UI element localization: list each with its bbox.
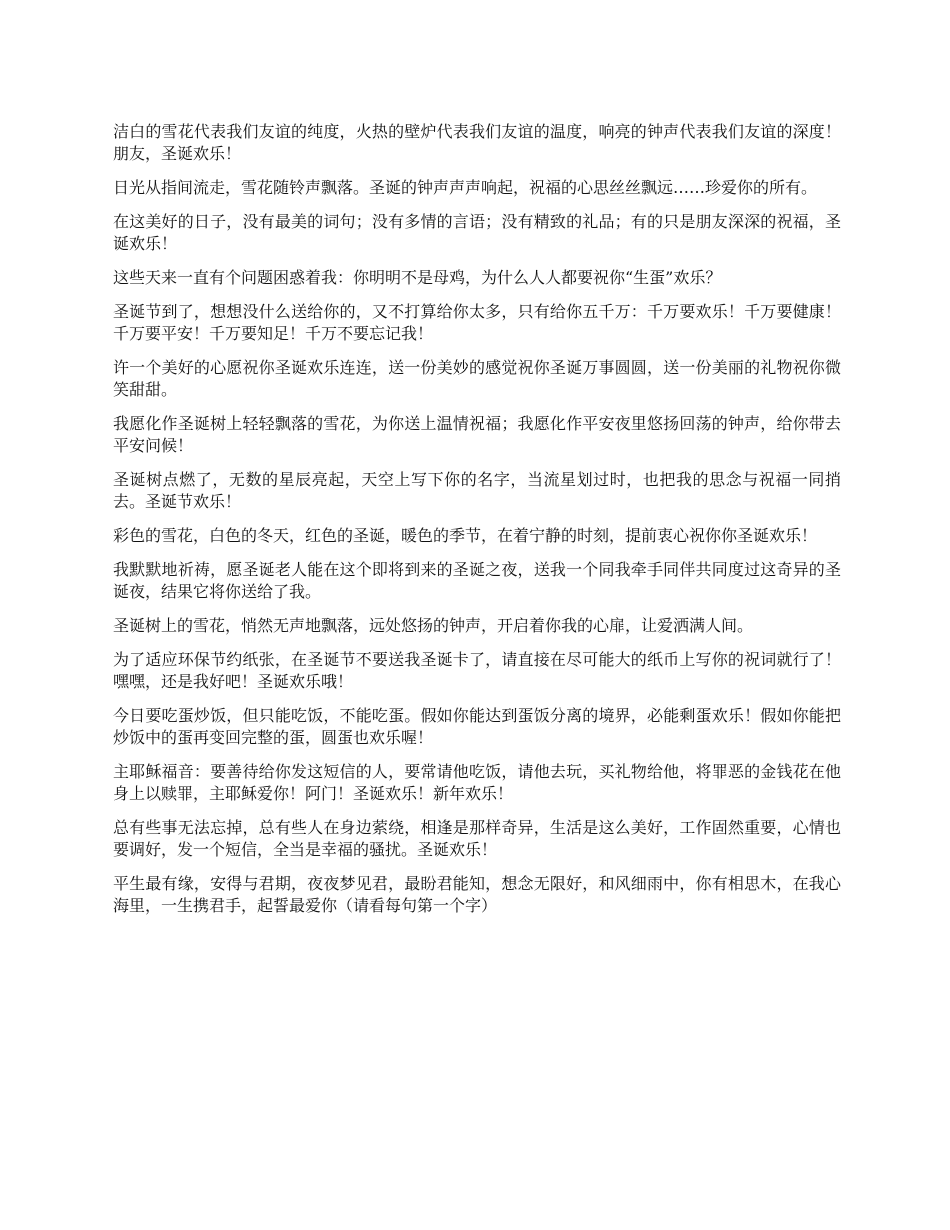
paragraph-14: 主耶稣福音：要善待给你发这短信的人，要常请他吃饭，请他去玩，买礼物给他，将罪恶的金钱花在他身上以赎罪，主耶稣爱你！阿门！圣诞欢乐！新年欢乐！ — [113, 762, 841, 803]
paragraph-2: 日光从指间流走，雪花随铃声飘落。圣诞的钟声声声响起，祝福的心思丝丝飘远……珍爱你的所有。 — [113, 178, 818, 197]
paragraph-5: 圣诞节到了，想想没什么送给你的，又不打算给你太多，只有给你五千万：千万要欢乐！千万要健康！千万要平安！千万要知足！千万不要忘记我！ — [113, 302, 841, 343]
paragraph-8: 圣诞树点燃了，无数的星辰亮起，天空上写下你的名字，当流星划过时，也把我的思念与祝福一同捎去。圣诞节欢乐！ — [113, 470, 841, 511]
document-body — [113, 121, 841, 929]
paragraph-6: 许一个美好的心愿祝你圣诞欢乐连连，送一份美妙的感觉祝你圣诞万事圆圆，送一份美丽的礼物祝你微笑甜甜。 — [113, 358, 841, 399]
paragraph-13: 今日要吃蛋炒饭，但只能吃饭，不能吃蛋。假如你能达到蛋饭分离的境界，必能剩蛋欢乐！假如你能把炒饭中的蛋再变回完整的蛋，圆蛋也欢乐喔！ — [113, 706, 841, 747]
paragraph-1: 洁白的雪花代表我们友谊的纯度，火热的壁炉代表我们友谊的温度，响亮的钟声代表我们友谊的深度！朋友，圣诞欢乐！ — [113, 122, 841, 163]
paragraph-11: 圣诞树上的雪花，悄然无声地飘落，远处悠扬的钟声，开启着你我的心扉，让爱洒满人间。 — [113, 616, 754, 635]
paragraph-3: 在这美好的日子，没有最美的词句；没有多情的言语；没有精致的礼品；有的只是朋友深深的祝福，圣诞欢乐！ — [113, 212, 841, 253]
paragraph-15: 总有些事无法忘掉，总有些人在身边萦绕，相逢是那样奇异，生活是这么美好，工作固然重要，心情也要调好，发一个短信，全当是幸福的骚扰。圣诞欢乐！ — [113, 818, 841, 859]
paragraph-9: 彩色的雪花，白色的冬天，红色的圣诞，暖色的季节，在着宁静的时刻，提前衷心祝你你圣诞欢乐！ — [113, 526, 818, 545]
paragraph-16: 平生最有缘，安得与君期，夜夜梦见君，最盼君能知，想念无限好，和风细雨中，你有相思木，在我心海里，一生携君手，起誓最爱你（请看每句第一个字） — [113, 874, 841, 915]
paragraph-10: 我默默地祈祷，愿圣诞老人能在这个即将到来的圣诞之夜，送我一个同我牵手同伴共同度过这奇异的圣诞夜，结果它将你送给了我。 — [113, 560, 841, 601]
paragraph-7: 我愿化作圣诞树上轻轻飘落的雪花，为你送上温情祝福；我愿化作平安夜里悠扬回荡的钟声，给你带去平安问候！ — [113, 414, 841, 455]
paragraph-4: 这些天来一直有个问题困惑着我：你明明不是母鸡，为什么人人都要祝你“生蛋”欢乐？ — [113, 268, 722, 287]
paragraph-12: 为了适应环保节约纸张，在圣诞节不要送我圣诞卡了，请直接在尽可能大的纸币上写你的祝词就行了！嘿嘿，还是我好吧！圣诞欢乐哦！ — [113, 650, 841, 691]
